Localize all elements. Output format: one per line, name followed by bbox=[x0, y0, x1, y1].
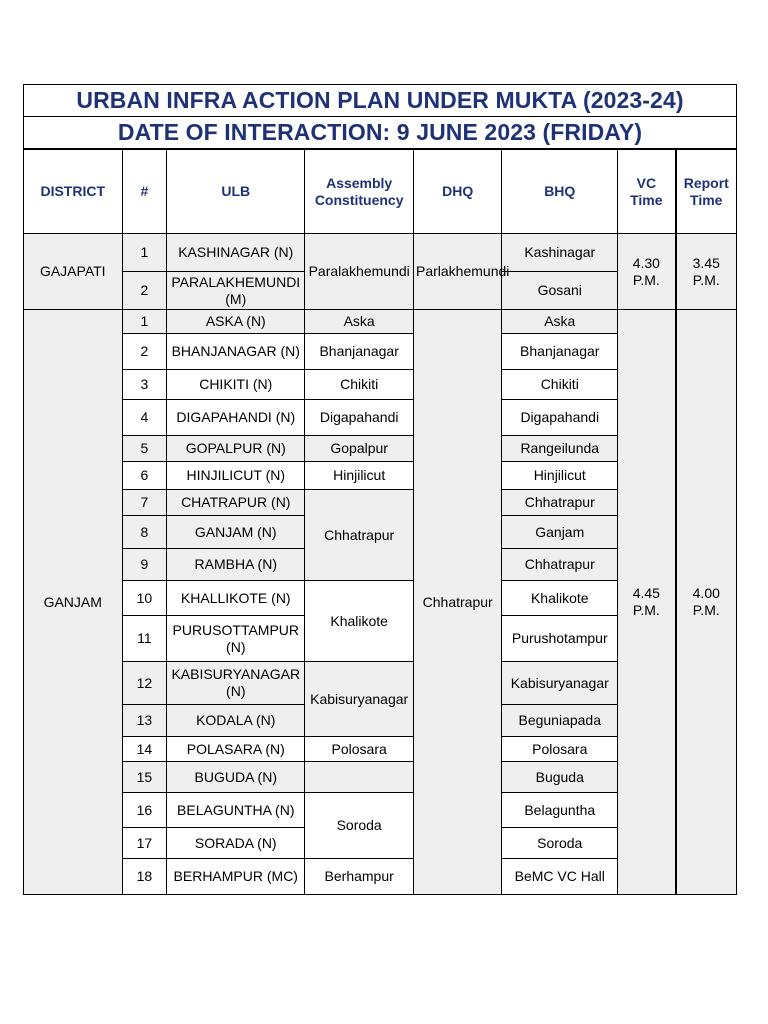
assembly-cell: Aska bbox=[305, 310, 414, 334]
row-number: 16 bbox=[122, 793, 167, 828]
schedule-sheet bbox=[23, 84, 737, 895]
dhq-cell: Chhatrapur bbox=[414, 310, 502, 895]
row-number: 13 bbox=[122, 705, 167, 737]
row-number: 17 bbox=[122, 828, 167, 859]
assembly-cell: Chhatrapur bbox=[305, 490, 414, 581]
assembly-cell: Kabisuryanagar bbox=[305, 662, 414, 737]
ulb-cell: KASHINAGAR (N) bbox=[167, 234, 305, 272]
ulb-cell: ASKA (N) bbox=[167, 310, 305, 334]
ulb-cell: GANJAM (N) bbox=[167, 516, 305, 549]
bhq-cell: Chikiti bbox=[502, 370, 618, 400]
row-number: 2 bbox=[122, 272, 167, 310]
bhq-cell: BeMC VC Hall bbox=[502, 859, 618, 895]
header-number: # bbox=[122, 150, 167, 234]
bhq-cell: Purushotampur bbox=[502, 616, 618, 662]
district-cell: GANJAM bbox=[24, 310, 123, 895]
ulb-cell: PARALAKHEMUNDI (M) bbox=[167, 272, 305, 310]
assembly-cell: Soroda bbox=[305, 793, 414, 859]
table-header-row bbox=[24, 150, 737, 234]
ulb-cell: DIGAPAHANDI (N) bbox=[167, 400, 305, 436]
assembly-cell: Digapahandi bbox=[305, 400, 414, 436]
bhq-cell: Khalikote bbox=[502, 581, 618, 616]
assembly-cell: Gopalpur bbox=[305, 436, 414, 462]
row-number: 9 bbox=[122, 549, 167, 581]
row-number: 4 bbox=[122, 400, 167, 436]
ulb-cell: SORADA (N) bbox=[167, 828, 305, 859]
ulb-cell: HINJILICUT (N) bbox=[167, 462, 305, 490]
vc-time-cell: 4.45 P.M. bbox=[618, 310, 676, 895]
report-time-cell: 4.00 P.M. bbox=[676, 310, 737, 895]
bhq-cell: Kabisuryanagar bbox=[502, 662, 618, 705]
bhq-cell: Belaguntha bbox=[502, 793, 618, 828]
row-number: 6 bbox=[122, 462, 167, 490]
row-number: 11 bbox=[122, 616, 167, 662]
ulb-cell: GOPALPUR (N) bbox=[167, 436, 305, 462]
row-number: 5 bbox=[122, 436, 167, 462]
table-row bbox=[24, 234, 737, 272]
ulb-cell: CHIKITI (N) bbox=[167, 370, 305, 400]
dhq-cell: Parlakhemundi bbox=[414, 234, 502, 310]
bhq-cell: Chhatrapur bbox=[502, 490, 618, 516]
schedule-table bbox=[23, 149, 737, 895]
row-number: 1 bbox=[122, 234, 167, 272]
row-number: 1 bbox=[122, 310, 167, 334]
bhq-cell: Beguniapada bbox=[502, 705, 618, 737]
header-district: DISTRICT bbox=[24, 150, 123, 234]
assembly-cell: Chikiti bbox=[305, 370, 414, 400]
bhq-cell: Bhanjanagar bbox=[502, 334, 618, 370]
assembly-cell bbox=[305, 762, 414, 793]
ulb-cell: BUGUDA (N) bbox=[167, 762, 305, 793]
assembly-cell: Berhampur bbox=[305, 859, 414, 895]
ulb-cell: CHATRAPUR (N) bbox=[167, 490, 305, 516]
bhq-cell: Aska bbox=[502, 310, 618, 334]
table-row bbox=[24, 310, 737, 334]
ulb-cell: POLASARA (N) bbox=[167, 737, 305, 762]
row-number: 2 bbox=[122, 334, 167, 370]
assembly-cell: Paralakhemundi bbox=[305, 234, 414, 310]
bhq-cell: Buguda bbox=[502, 762, 618, 793]
row-number: 3 bbox=[122, 370, 167, 400]
header-report-time: Report Time bbox=[676, 150, 737, 234]
bhq-cell: Digapahandi bbox=[502, 400, 618, 436]
bhq-cell: Ganjam bbox=[502, 516, 618, 549]
row-number: 12 bbox=[122, 662, 167, 705]
row-number: 14 bbox=[122, 737, 167, 762]
ulb-cell: KABISURYANAGAR (N) bbox=[167, 662, 305, 705]
header-assembly-constituency: Assembly Constituency bbox=[305, 150, 414, 234]
ulb-cell: KODALA (N) bbox=[167, 705, 305, 737]
assembly-cell: Bhanjanagar bbox=[305, 334, 414, 370]
row-number: 8 bbox=[122, 516, 167, 549]
header-bhq: BHQ bbox=[502, 150, 618, 234]
ulb-cell: BELAGUNTHA (N) bbox=[167, 793, 305, 828]
row-number: 15 bbox=[122, 762, 167, 793]
header-vc-time: VC Time bbox=[618, 150, 676, 234]
assembly-cell: Polosara bbox=[305, 737, 414, 762]
bhq-cell: Polosara bbox=[502, 737, 618, 762]
bhq-cell: Gosani bbox=[502, 272, 618, 310]
row-number: 18 bbox=[122, 859, 167, 895]
report-time-cell: 3.45 P.M. bbox=[676, 234, 737, 310]
bhq-cell: Soroda bbox=[502, 828, 618, 859]
row-number: 10 bbox=[122, 581, 167, 616]
bhq-cell: Rangeilunda bbox=[502, 436, 618, 462]
bhq-cell: Kashinagar bbox=[502, 234, 618, 272]
ulb-cell: PURUSOTTAMPUR (N) bbox=[167, 616, 305, 662]
header-ulb: ULB bbox=[167, 150, 305, 234]
vc-time-cell: 4.30 P.M. bbox=[618, 234, 676, 310]
bhq-cell: Chhatrapur bbox=[502, 549, 618, 581]
district-cell: GAJAPATI bbox=[24, 234, 123, 310]
bhq-cell: Hinjilicut bbox=[502, 462, 618, 490]
ulb-cell: KHALLIKOTE (N) bbox=[167, 581, 305, 616]
ulb-cell: RAMBHA (N) bbox=[167, 549, 305, 581]
interaction-date-title: DATE OF INTERACTION: 9 JUNE 2023 (FRIDAY) bbox=[23, 117, 737, 149]
document-title: URBAN INFRA ACTION PLAN UNDER MUKTA (2023-24) bbox=[23, 84, 737, 117]
ulb-cell: BHANJANAGAR (N) bbox=[167, 334, 305, 370]
header-dhq: DHQ bbox=[414, 150, 502, 234]
row-number: 7 bbox=[122, 490, 167, 516]
assembly-cell: Hinjilicut bbox=[305, 462, 414, 490]
assembly-cell: Khalikote bbox=[305, 581, 414, 662]
ulb-cell: BERHAMPUR (MC) bbox=[167, 859, 305, 895]
